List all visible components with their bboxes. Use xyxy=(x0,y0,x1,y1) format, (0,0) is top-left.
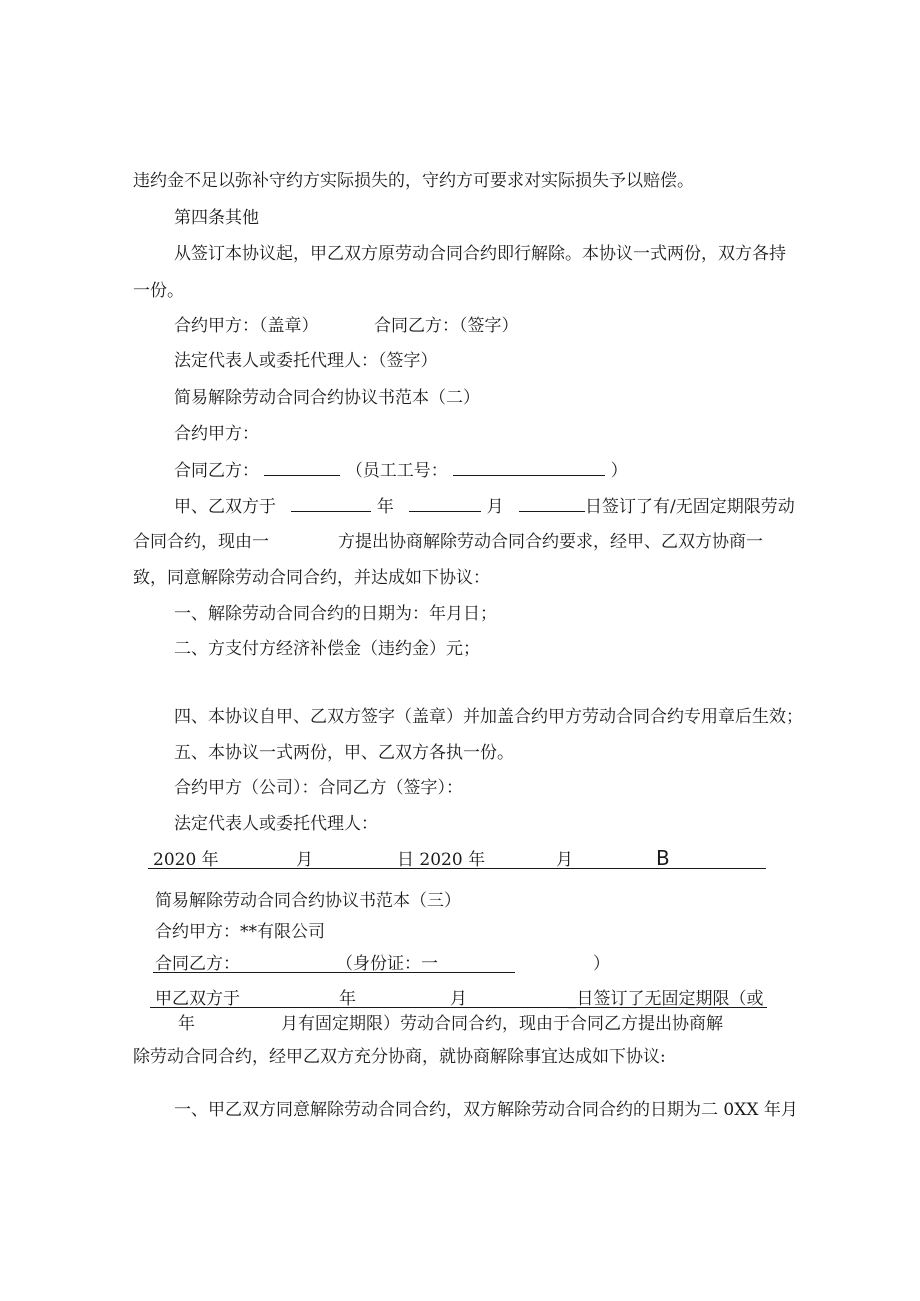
t2-close-paren: ） xyxy=(610,461,628,481)
template-3-title: 简易解除劳动合同合约协议书范本（三） xyxy=(155,891,461,911)
t2-party-b-line xyxy=(174,459,628,482)
sign-representative: 法定代表人或委托代理人：（签字） xyxy=(174,351,438,371)
t2-signatures: 合约甲方（公司）：合同乙方（签字）： xyxy=(174,778,463,798)
t2-empno-label: （员工工号： xyxy=(345,461,448,481)
date-underline xyxy=(148,868,766,869)
t2-para3: 致，同意解除劳动合同合约，并达成如下协议： xyxy=(133,568,490,588)
t3-date-intro: 甲乙双方于 xyxy=(155,989,240,1009)
paragraph-termination-b: 一份。 xyxy=(133,281,184,301)
date-mark-b: B xyxy=(656,846,670,870)
t3-date-rest: _日签订了无固定期限（或 xyxy=(568,989,764,1009)
date-year-1: 2020 年 xyxy=(153,850,219,870)
t2-item-5: 五、本协议一式两份，甲、乙双方各执一份。 xyxy=(174,743,514,763)
sign-party-b: 合同乙方：（签字） xyxy=(374,316,519,336)
sign-party-a: 合约甲方：（盖章） xyxy=(174,316,319,336)
date-month-1: 月 xyxy=(296,850,313,870)
t2-para2-b: 方提出协商解除劳动合同合约要求，经甲、乙双方协商一 xyxy=(338,532,763,552)
t3-line2-text: 月有固定期限）劳动合同合约，现由于合同乙方提出协商解 xyxy=(281,1014,723,1034)
date-day-year-2: 日 2020 年 xyxy=(397,850,486,870)
t2-para2-a: 合同合约，现由一 xyxy=(133,532,269,552)
t3-id-label: （身份证：一 xyxy=(336,954,438,974)
t3-party-b-label: 合同乙方： xyxy=(155,954,240,974)
t3-month-label: 月 xyxy=(450,989,467,1009)
t2-item-4: 四、本协议自甲、乙双方签字（盖章）并加盖合约甲方劳动合同合约专用章后生效； xyxy=(174,707,803,727)
date-month-2: 月 xyxy=(556,850,573,870)
t2-date-rest: 日签订了有/无固定期限劳动 xyxy=(585,497,795,517)
t2-party-a: 合约甲方： xyxy=(174,424,259,444)
t3-line2-year: 年 xyxy=(178,1014,195,1034)
t2-date-intro: 甲、乙双方于 xyxy=(174,497,276,517)
t3-party-b-underline[interactable] xyxy=(153,972,515,973)
t3-date-underline[interactable] xyxy=(150,1007,767,1008)
t2-month-label: 月 xyxy=(486,497,504,517)
t2-month-blank[interactable] xyxy=(409,495,481,512)
t2-party-b-label: 合同乙方： xyxy=(174,461,259,481)
t2-empno-blank[interactable] xyxy=(453,459,605,476)
t3-item-1: 一、甲乙双方同意解除劳动合同合约，双方解除劳动合同合约的日期为二 0XX 年月 xyxy=(174,1100,798,1120)
t2-item-1: 一、解除劳动合同合约的日期为：年月日； xyxy=(174,604,497,624)
t2-representative: 法定代表人或委托代理人： xyxy=(174,814,378,834)
t3-party-a: 合约甲方：**有限公司 xyxy=(155,922,325,942)
paragraph-penalty: 违约金不足以弥补守约方实际损失的，守约方可要求对实际损失予以赔偿。 xyxy=(133,171,694,191)
t2-day-blank[interactable] xyxy=(519,495,585,512)
t3-close-paren: ） xyxy=(593,954,610,974)
t2-item-2: 二、方支付方经济补偿金（违约金）元； xyxy=(174,639,480,659)
t3-year-label: 年 xyxy=(339,989,356,1009)
paragraph-termination-a: 从签订本协议起，甲乙双方原劳动合同合约即行解除。本协议一式两份，双方各持 xyxy=(174,244,786,264)
t2-party-b-blank[interactable] xyxy=(264,459,340,476)
t2-year-label: 年 xyxy=(376,497,394,517)
article-4-heading: 第四条其他 xyxy=(174,208,259,228)
t2-date-line xyxy=(174,495,795,518)
t2-year-blank[interactable] xyxy=(291,495,371,512)
template-2-title: 简易解除劳动合同合约协议书范本（二） xyxy=(174,388,480,408)
t3-para3: 除劳动合同合约，经甲乙双方充分协商，就协商解除事宜达成如下协议: xyxy=(133,1047,666,1067)
